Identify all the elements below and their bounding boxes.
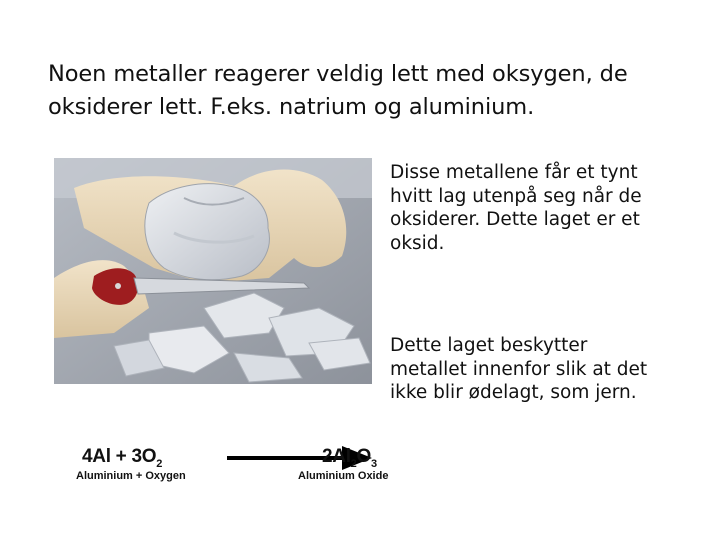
reactant-oxygen: 3O xyxy=(131,446,157,467)
product-name: Aluminium Oxide xyxy=(298,470,389,482)
reactant-aluminium: 4Al xyxy=(82,446,111,467)
aluminium-oxidation-photo xyxy=(54,158,372,384)
product-formula xyxy=(322,446,377,470)
bullet-oxide-layer: Disse metallene får et tynt hvitt lag utenpå seg når de oksiderer. Dette laget er et oksid. xyxy=(390,162,642,254)
reaction-equation xyxy=(72,440,422,490)
product-o: O xyxy=(356,446,371,467)
plus-sign: + xyxy=(110,446,132,467)
reactants-names: Aluminium + Oxygen xyxy=(76,470,186,482)
product-o-subscript: 3 xyxy=(370,457,377,470)
product-al: 2Al xyxy=(322,446,351,467)
title-line-1: Noen metaller reagerer veldig lett med oksygen, de xyxy=(48,61,628,87)
oxygen-subscript: 2 xyxy=(156,457,163,470)
product-al-subscript: 2 xyxy=(350,457,357,470)
title-line-2: oksiderer lett. F.eks. natrium og aluminium. xyxy=(48,94,535,120)
reactants-formula xyxy=(82,446,162,470)
photo-illustration xyxy=(54,158,372,384)
slide-title xyxy=(48,58,688,124)
bullet-protection: Dette laget beskytter metallet innenfor slik at det ikke blir ødelagt, som jern. xyxy=(390,335,648,403)
